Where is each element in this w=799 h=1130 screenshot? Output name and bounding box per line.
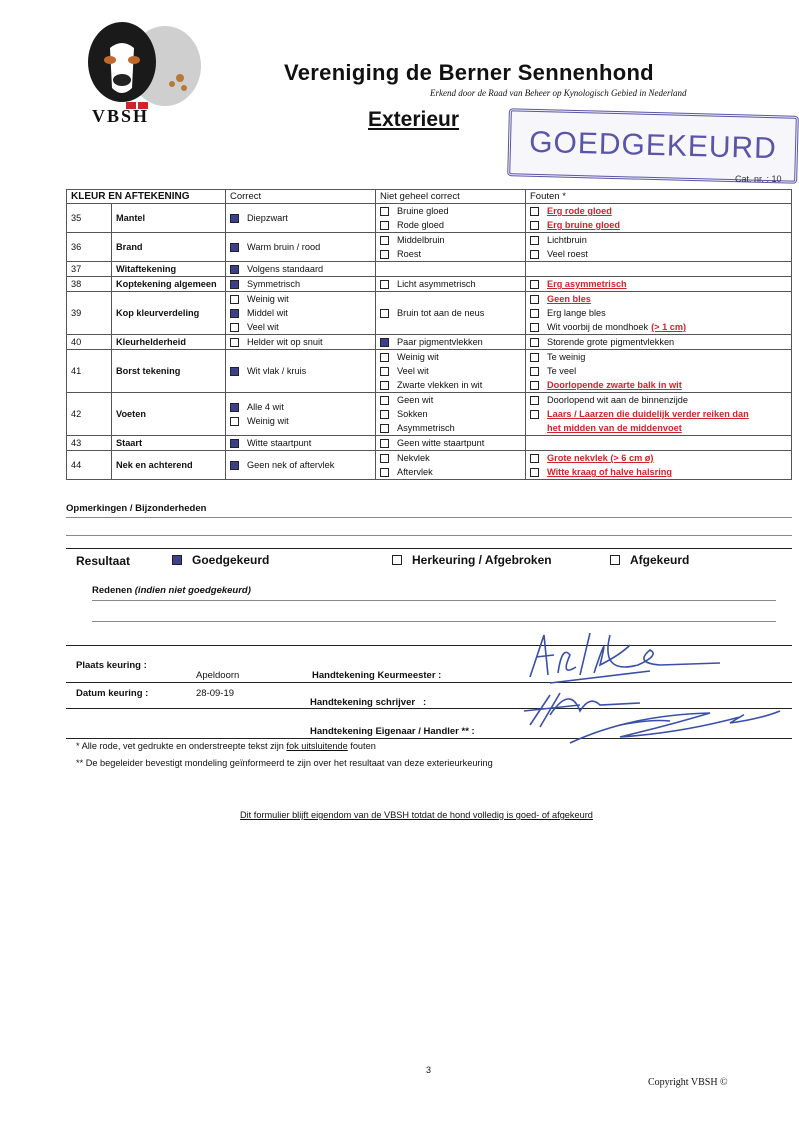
row-label: Koptekening algemeen [112, 277, 226, 292]
checkbox-icon[interactable] [530, 396, 539, 405]
correct-cell [226, 350, 376, 393]
checkbox-option[interactable] [380, 364, 521, 378]
option-text: Rode gloed [397, 220, 444, 230]
checkbox-icon[interactable] [380, 367, 389, 376]
row-number: 39 [67, 292, 112, 335]
checkbox-icon[interactable] [380, 424, 389, 433]
not-fully-correct-cell [376, 204, 526, 233]
faults-cell [526, 393, 792, 436]
catalogue-number: Cat. nr. : 10 [735, 174, 782, 184]
table-row [67, 277, 792, 292]
faults-cell [526, 233, 792, 262]
not-fully-correct-cell [376, 436, 526, 451]
row-number: 35 [67, 204, 112, 233]
column-header-category: KLEUR EN AFTEKENING [67, 190, 226, 204]
checkbox-option[interactable] [530, 247, 787, 261]
approved-stamp: GOEDGEKEURD [507, 108, 799, 184]
checkbox-icon[interactable] [230, 338, 239, 347]
checkbox-option[interactable] [380, 218, 521, 232]
checkbox-icon[interactable] [230, 295, 239, 304]
signature-writer-colon: : [423, 697, 427, 708]
checkbox-icon[interactable] [380, 221, 389, 230]
checkbox-icon[interactable] [530, 410, 539, 419]
option-text: Middel wit [247, 308, 288, 318]
option-text: Geen bles [547, 294, 591, 304]
checkbox-icon[interactable] [380, 439, 389, 448]
checkbox-option[interactable] [530, 465, 787, 479]
option-text: Geen witte staartpunt [397, 438, 485, 448]
table-row [67, 451, 792, 480]
checkbox-option[interactable] [380, 350, 521, 364]
checkbox-option[interactable] [380, 247, 521, 261]
checkbox-option[interactable] [380, 407, 521, 421]
option-text: Doorlopend wit aan de binnenzijde [547, 395, 688, 405]
checkbox-option[interactable] [230, 436, 371, 450]
checkbox-option[interactable] [230, 335, 371, 349]
checkbox-icon[interactable] [230, 323, 239, 332]
option-text: Aftervlek [397, 467, 433, 477]
checkbox-icon[interactable] [172, 555, 182, 565]
checkbox-option[interactable] [230, 292, 371, 306]
row-label: Nek en achterend [112, 451, 226, 480]
option-text: Erg asymmetrisch [547, 279, 627, 289]
checkbox-option[interactable] [230, 277, 371, 291]
divider [66, 548, 792, 549]
table-row [67, 204, 792, 233]
reasons-line [92, 600, 776, 601]
checkbox-option[interactable] [530, 350, 787, 364]
result-option-reexamination[interactable]: Herkeuring / Afgebroken [392, 553, 552, 567]
checkbox-option[interactable] [530, 393, 787, 407]
correct-cell [226, 436, 376, 451]
checkbox-icon[interactable] [530, 207, 539, 216]
correct-cell [226, 451, 376, 480]
checkbox-icon[interactable] [380, 381, 389, 390]
row-number: 37 [67, 262, 112, 277]
option-text: Geen nek of aftervlek [247, 460, 335, 470]
checkbox-icon[interactable] [380, 338, 389, 347]
option-text: Veel wit [397, 366, 429, 376]
option-text: Weinig wit [247, 294, 289, 304]
option-text: Veel roest [547, 249, 588, 259]
option-text: Erg rode gloed [547, 206, 612, 216]
option-text: Sokken [397, 409, 428, 419]
checkbox-option[interactable] [530, 407, 787, 421]
option-text: Alle 4 wit [247, 402, 284, 412]
correct-cell [226, 262, 376, 277]
correct-cell [226, 204, 376, 233]
option-text: Bruin tot aan de neus [397, 308, 485, 318]
checkbox-option[interactable] [530, 378, 787, 392]
checkbox-option[interactable] [380, 277, 521, 291]
page-number: 3 [426, 1065, 432, 1075]
row-number: 38 [67, 277, 112, 292]
correct-cell [226, 393, 376, 436]
option-text: Nekvlek [397, 453, 430, 463]
checkbox-option[interactable] [530, 335, 787, 349]
logo-text: VBSH [92, 106, 150, 126]
checkbox-icon[interactable] [530, 367, 539, 376]
document-title: Exterieur [368, 108, 460, 131]
checkbox-option[interactable] [530, 218, 787, 232]
organisation-subtitle: Erkend door de Raad van Beheer op Kynologisch Gebied in Nederland [430, 88, 687, 98]
option-text: Storende grote pigmentvlekken [547, 337, 675, 347]
option-text: Te veel [547, 366, 577, 376]
row-label: Staart [112, 436, 226, 451]
checkbox-option[interactable] [230, 400, 371, 414]
checkbox-icon[interactable] [230, 309, 239, 318]
signatures-scribble [510, 615, 790, 755]
checkbox-icon[interactable] [530, 353, 539, 362]
checkbox-option[interactable] [530, 451, 787, 465]
remarks-line [66, 535, 792, 536]
checkbox-icon[interactable] [530, 250, 539, 259]
row-label: Brand [112, 233, 226, 262]
option-text: Erg lange bles [547, 308, 606, 318]
table-row [67, 393, 792, 436]
row-number: 40 [67, 335, 112, 350]
option-text: Warm bruin / rood [247, 242, 321, 252]
note-fault-definition: * Alle rode, vet gedrukte en onderstreepte tekst zijn fok uitsluitende fouten [76, 741, 376, 751]
checkbox-option[interactable] [380, 393, 521, 407]
remarks-label: Opmerkingen / Bijzonderheden [66, 503, 207, 514]
checkbox-icon[interactable] [380, 396, 389, 405]
checkbox-option[interactable] [530, 233, 787, 247]
not-fully-correct-cell [376, 277, 526, 292]
option-text: Erg bruine gloed [547, 220, 620, 230]
checkbox-icon[interactable] [380, 280, 389, 289]
organisation-name: Vereniging de Berner Sennenhond [284, 60, 654, 85]
ownership-note: Dit formulier blijft eigendom van de VBSH totdat de hond volledig is goed- of afgekeurd [240, 810, 593, 820]
checkbox-option[interactable] [230, 306, 371, 320]
checkbox-icon[interactable] [380, 353, 389, 362]
correct-cell [226, 277, 376, 292]
table-row [67, 262, 792, 277]
signature-owner-label: Handtekening Eigenaar / Handler ** : [310, 726, 475, 737]
option-text: Witte kraag of halve halsring [547, 467, 673, 477]
checkbox-icon[interactable] [530, 381, 539, 390]
place-label: Plaats keuring : [76, 660, 147, 671]
checkbox-option[interactable] [230, 240, 371, 254]
checkbox-icon[interactable] [230, 461, 239, 470]
column-header-correct: Correct [226, 190, 376, 204]
option-text: Paar pigmentvlekken [397, 337, 483, 347]
checkbox-icon[interactable] [530, 338, 539, 347]
option-text: Licht asymmetrisch [397, 279, 476, 289]
table-row [67, 350, 792, 393]
row-number: 36 [67, 233, 112, 262]
checkbox-icon[interactable] [530, 280, 539, 289]
faults-cell [526, 335, 792, 350]
option-text: Geen wit [397, 395, 434, 405]
row-number: 41 [67, 350, 112, 393]
result-label: Resultaat [76, 554, 131, 568]
row-label: Mantel [112, 204, 226, 233]
checkbox-option[interactable] [230, 320, 371, 334]
option-text: Weinig wit [397, 352, 439, 362]
option-text: Symmetrisch [247, 279, 301, 289]
reasons-label: Redenen (indien niet goedgekeurd) [92, 585, 251, 596]
not-fully-correct-cell [376, 335, 526, 350]
option-text: Lichtbruin [547, 235, 587, 245]
note-handler-confirmation: ** De begeleider bevestigt mondeling geïnformeerd te zijn over het resultaat van deze exterieurkeuring [76, 758, 493, 768]
result-option-approved[interactable]: Goedgekeurd [172, 553, 269, 567]
checkbox-icon[interactable] [230, 417, 239, 426]
table-row [67, 292, 792, 335]
checkbox-option[interactable] [530, 277, 787, 291]
not-fully-correct-cell [376, 451, 526, 480]
correct-cell [226, 233, 376, 262]
checkbox-icon[interactable] [380, 410, 389, 419]
checkbox-option[interactable] [230, 211, 371, 225]
option-text: Grote nekvlek (> 6 cm ø) [547, 453, 654, 463]
table-row [67, 436, 792, 451]
checkbox-icon[interactable] [230, 439, 239, 448]
column-header-faults: Fouten * [526, 190, 792, 204]
checkbox-option[interactable] [380, 378, 521, 392]
option-text: het midden van de middenvoet [547, 423, 682, 433]
table-row [67, 233, 792, 262]
row-label: Voeten [112, 393, 226, 436]
remarks-line [66, 517, 792, 518]
checkbox-icon[interactable] [230, 403, 239, 412]
row-label: Kleurhelderheid [112, 335, 226, 350]
option-text: Asymmetrisch [397, 423, 455, 433]
checkbox-option[interactable] [380, 465, 521, 479]
faults-cell [526, 292, 792, 335]
checkbox-icon[interactable] [392, 555, 402, 565]
checkbox-option[interactable] [380, 421, 521, 435]
checkbox-option[interactable] [530, 364, 787, 378]
row-number: 42 [67, 393, 112, 436]
checkbox-option[interactable] [380, 204, 521, 218]
checkbox-icon[interactable] [230, 214, 239, 223]
checkbox-icon[interactable] [230, 367, 239, 376]
checkbox-icon[interactable] [380, 207, 389, 216]
checkbox-icon[interactable] [530, 236, 539, 245]
checkbox-icon[interactable] [230, 280, 239, 289]
checkbox-option[interactable] [230, 262, 371, 276]
signature-examiner-label: Handtekening Keurmeester : [312, 670, 442, 681]
checkbox-option[interactable] [530, 421, 787, 435]
checkbox-option[interactable] [380, 233, 521, 247]
checkbox-icon[interactable] [530, 309, 539, 318]
option-text: Volgens standaard [247, 264, 324, 274]
option-text: Doorlopende zwarte balk in wit [547, 380, 682, 390]
row-label: Kop kleurverdeling [112, 292, 226, 335]
checkbox-option[interactable] [530, 292, 787, 306]
option-text: Wit voorbij de mondhoek [547, 322, 649, 332]
checkbox-option[interactable] [230, 364, 371, 378]
not-fully-correct-cell [376, 350, 526, 393]
row-label: Witaftekening [112, 262, 226, 277]
column-header-not-fully-correct: Niet geheel correct [376, 190, 526, 204]
checkbox-option[interactable] [530, 306, 787, 320]
checkbox-icon[interactable] [380, 454, 389, 463]
checkbox-option[interactable] [230, 458, 371, 472]
checkbox-option[interactable] [380, 335, 521, 349]
option-text: Bruine gloed [397, 206, 449, 216]
row-number: 43 [67, 436, 112, 451]
correct-cell [226, 335, 376, 350]
not-fully-correct-cell [376, 292, 526, 335]
faults-cell [526, 436, 792, 451]
checkbox-icon[interactable] [530, 454, 539, 463]
faults-cell [526, 204, 792, 233]
copyright: Copyright VBSH © [648, 1077, 728, 1088]
date-label: Datum keuring : [76, 688, 149, 699]
signature-writer-label: Handtekening schrijver [310, 697, 416, 708]
option-text: Helder wit op snuit [247, 337, 323, 347]
option-text: Roest [397, 249, 422, 259]
option-text: Zwarte vlekken in wit [397, 380, 483, 390]
option-text: Witte staartpunt [247, 438, 312, 448]
option-text: Wit vlak / kruis [247, 366, 307, 376]
correct-cell [226, 292, 376, 335]
checkbox-icon[interactable] [530, 221, 539, 230]
faults-cell [526, 262, 792, 277]
checkbox-option[interactable] [530, 204, 787, 218]
faults-cell [526, 451, 792, 480]
not-fully-correct-cell [376, 262, 526, 277]
not-fully-correct-cell [376, 393, 526, 436]
checkbox-icon[interactable] [380, 468, 389, 477]
assessment-table [66, 189, 792, 480]
checkbox-option[interactable] [530, 320, 787, 334]
result-option-rejected[interactable]: Afgekeurd [610, 553, 689, 567]
checkbox-icon[interactable] [610, 555, 620, 565]
checkbox-option[interactable] [230, 414, 371, 428]
checkbox-icon[interactable] [230, 265, 239, 274]
faults-cell [526, 277, 792, 292]
date-value: 28-09-19 [196, 688, 235, 699]
option-text-suffix: (> 1 cm) [651, 322, 687, 332]
checkbox-icon[interactable] [380, 309, 389, 318]
option-text: Weinig wit [247, 416, 289, 426]
row-label: Borst tekening [112, 350, 226, 393]
place-value: Apeldoorn [196, 670, 240, 681]
checkbox-icon[interactable] [230, 243, 239, 252]
not-fully-correct-cell [376, 233, 526, 262]
vbsh-logo [80, 18, 205, 128]
option-text: Te weinig [547, 352, 586, 362]
row-number: 44 [67, 451, 112, 480]
checkbox-icon[interactable] [530, 468, 539, 477]
checkbox-icon[interactable] [530, 323, 539, 332]
checkbox-option[interactable] [380, 306, 521, 320]
checkbox-option[interactable] [380, 451, 521, 465]
checkbox-icon[interactable] [530, 295, 539, 304]
checkbox-option[interactable] [380, 436, 521, 450]
faults-cell [526, 350, 792, 393]
option-text: Veel wit [247, 322, 279, 332]
option-text: Diepzwart [247, 213, 288, 223]
table-row [67, 335, 792, 350]
option-text: Middelbruin [397, 235, 445, 245]
checkbox-icon[interactable] [380, 250, 389, 259]
checkbox-icon[interactable] [380, 236, 389, 245]
option-text: Laars / Laarzen die duidelijk verder reiken dan [547, 409, 749, 419]
